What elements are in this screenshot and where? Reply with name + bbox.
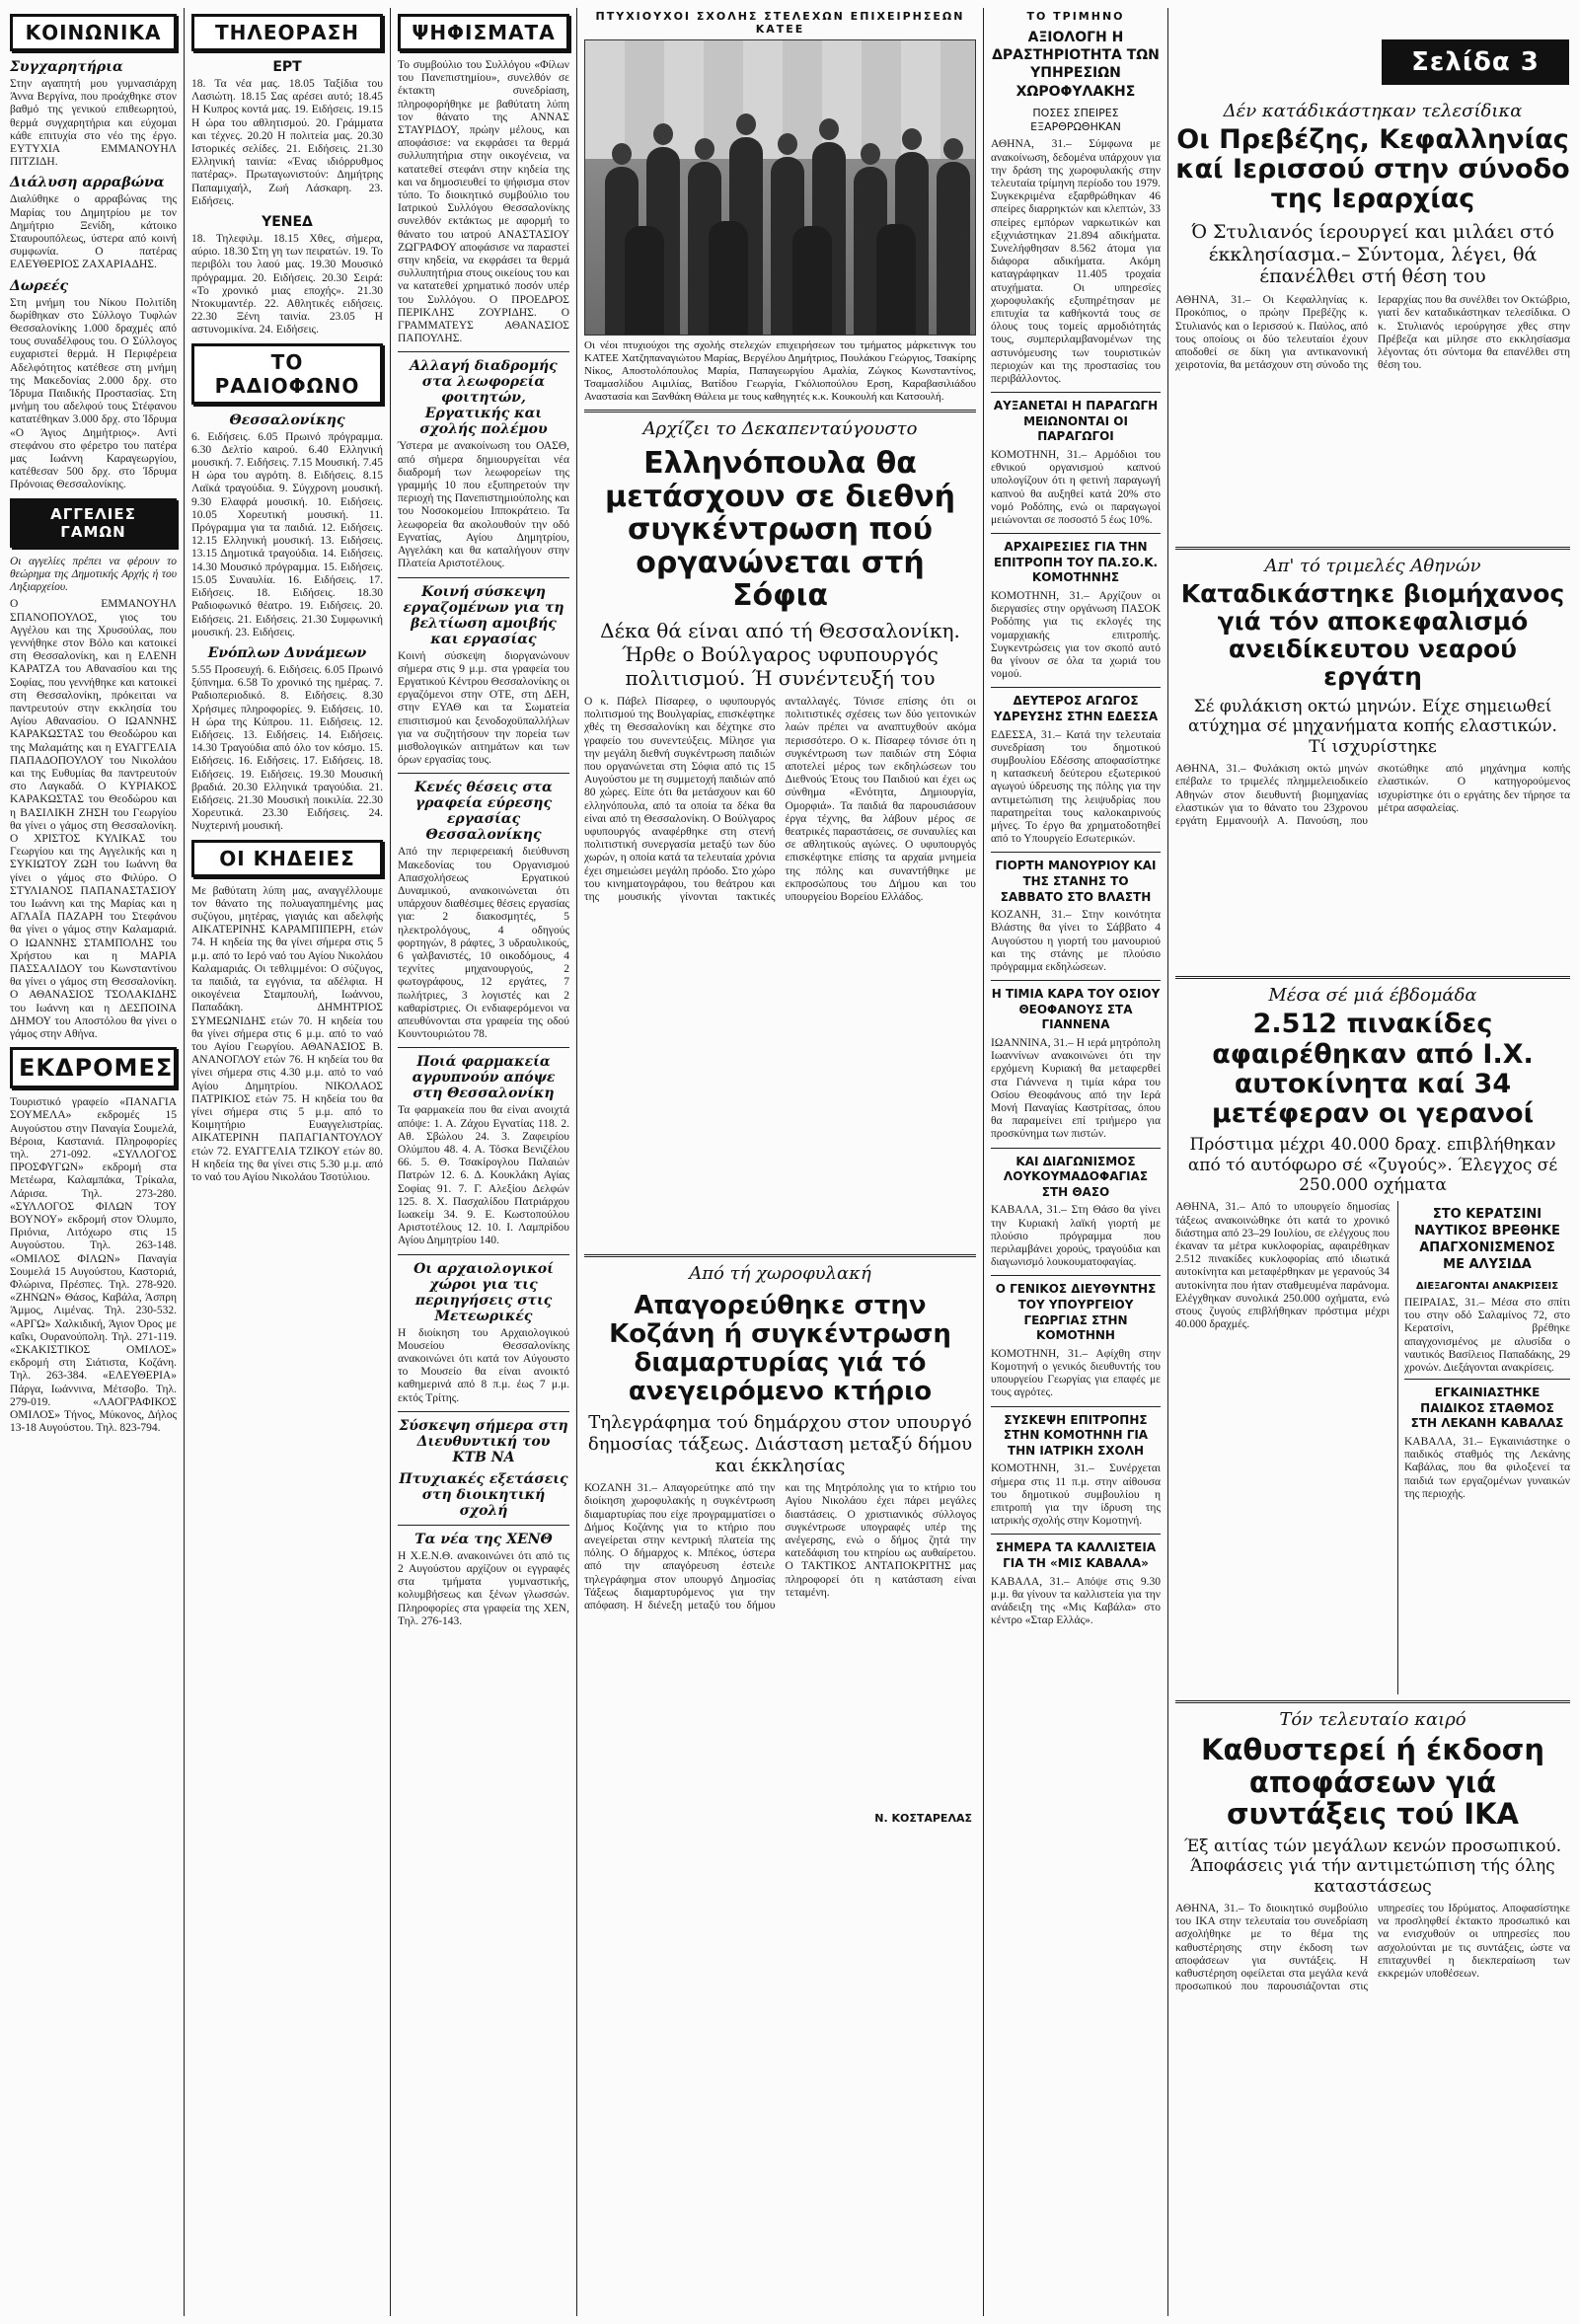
tobacco-text: ΚΟΜΟΤΗΝΗ, 31.– Αρμόδιοι του εθνικού οργανισμού καπνού υπολογίζουν ότι η φετινή παραγωγή καπνού θα αυξηθεί κατά 20% στο νομό Ροδόπης, ενώ οι παραγωγοί μειώνονται σε ποσοστό 5 έως 10%.	[991, 448, 1161, 526]
engagement-text: Διαλύθηκε ο αρραβώνας της Μαρίας του Δημητρίου με τον Δημήτριο Ξενίδη, κάτοικο Σταυρουπόλεως, ύστερα από κοινή συμφωνία. Ο πατέρας ΕΛΕΥΘΕΡΙΟΣ ΖΑΧΑΡΙΑΔΗΣ.	[10, 193, 177, 271]
plates-kicker: Μέσα σέ μιά έβδομάδα	[1268, 985, 1477, 1007]
main-story-text: Ο κ. Πάβελ Πίσαρεφ, ο υφυπουργός πολιτισμού της Βουλγαρίας, επισκέφτηκε χθές τη Θεσσαλονίκη και δέχτηκε στο γραφείο του συνεντεύξεις. Μίλησε για την μεγάλη διεθνή συγκέντρωση παιδιών που οργανώνεται στη Σόφια από τις 15 Αυγούστου με τη συμμετοχή παιδιών από 80 χώρες. Είπε ότι θα μετάσχουν και 60 ελληνόπουλα, από τα οποία τα δέκα θα είναι από τη Θεσσαλονίκη. Ο Βούλγαρος υφυπουργός αναφέρθηκε στη στενή πολιτιστική συνεργασία μεταξύ των δύο χωρών, η οποία κατά τα τελευταία χρόνια έχει σημειώσει μεγάλη πρόοδο. Στο χώρο του κινηματογράφου, του θεάτρου και της μουσικής γίνονται τακτικές ανταλλαγές. Τόνισε επίσης ότι οι πολιτιστικές σχέσεις των δύο γειτονικών λαών πρέπει να αναπτυχθούν ακόμα περισσότερο. Ο κ. Πίσαρεφ τόνισε ότι η συγκέντρωση των παιδιών στη Σόφια αποτελεί μέρος των εκδηλώσεων του Διεθνούς Έτους του Παιδιού και έχει ως σύνθημα «Ενότητα, Δημιουργία, Ομορφιά». Τα παιδιά θα παρουσιάσουν έργα τέχνης, θα λάβουν μέρος σε θεατρικές παραστάσεις, σε συναυλίες και σε αθλητικούς αγώνες. Ο υφυπουργός επισκέφτηκε επίσης τα αρχαία μνημεία της πόλης και συναντήθηκε με εκπροσώπους του Δήμου και του υπουργείου Βορείου Ελλάδος.	[584, 695, 976, 904]
clergy-text: ΑΘΗΝΑ, 31.– Οι Κεφαλληνίας κ. Προκόπιος, ο πρώην Πρεβέζης κ. Στυλιανός και ο Ιερισσού κ. Παύλος, από τους οποίους οι δύο τελευταίοι έχουν αποδοθεί σε δίκη για αντικανονική χειροτονία, θα μετάσχουν στη σύνοδο της Ιεραρχίας που θα συνέλθει τον Οκτώβριο, γιατί δεν καταδικάστηκαν τελεσίδικα. Ο κ. Στυλιανός ιερούργησε χθες στην Πρέβεζα και μίλησε στο εκκλησίασμα λέγοντας ότι σύντομα θα επανέλθει στη θέση του.	[1175, 294, 1570, 372]
trips-text: Τουριστικό γραφείο «ΠΑΝΑΓΙΑ ΣΟΥΜΕΛΑ» εκδρομές 15 Αυγούστου στην Παναγία Σουμελά, Βέροια, Καστανιά. Πληροφορίες τηλ. 271-092. «ΣΥΛΛΟΓΟΣ ΠΡΟΣΦΥΓΩΝ» εκδρομή στα Μετέωρα, Καλαμπάκα, Τρίκαλα, Λάρισα. Τηλ. 273-280. «ΣΥΛΛΟΓΟΣ ΦΙΛΩΝ ΤΟΥ ΒΟΥΝΟΥ» εκδρομή στον Όλυμπο, Πριόνια, Λιτόχωρο στις 15 Αυγούστου. Τηλ. 263-148. «ΟΜΙΛΟΣ ΦΙΛΩΝ» Παναγία Σουμελά 15 Αυγούστου, Καστοριά, Φλώρινα, Πρέσπες. Τηλ. 278-920. «ΖΗΝΩΝ» Θάσος, Καβάλα, Άσπρη Άμμος, Λιμένας. Τηλ. 230-532. «ΑΡΓΩ» Χαλκιδική, Άγιον Όρος με καΐκι, Ουρανούπολη. Τηλ. 271-119. «ΣΚΑΚΙΣΤΙΚΟΣ ΟΜΙΛΟΣ» εκδρομή στη Σιάτιστα, Κοζάνη. Τηλ. 263-384. «ΕΛΕΥΘΕΡΙΑ» Πάργα, Ιωάννινα, Μέτσοβο. Τηλ. 279-019. «ΛΑΟΓΡΑΦΙΚΟΣ ΟΜΙΛΟΣ» Τήνος, Μύκονος, Δήλος 13-18 Αυγούστου. Τηλ. 823-794.	[10, 1096, 177, 1435]
industrialist-deck: Σέ φυλάκιση οκτώ μηνών. Είχε σημειωθεί ατύχημα σέ μηχανήματα κοπής ελαστικών. Τί ισχυρίστηκε	[1188, 697, 1557, 757]
bus-route-heading: Αλλαγή διαδρομής στα λεωφορεία φοιτητών, Εργατικής και σχολής πολέμου	[410, 358, 558, 438]
pasok-heading: ΑΡΧΑΙΡΕΣΙΕΣ ΓΙΑ ΤΗΝ ΕΠΙΤΡΟΠΗ ΤΟΥ ΠΑ.ΣΟ.Κ. ΚΟΜΟΤΗΝΗΣ	[993, 540, 1159, 585]
ika-headline: Καθυστερεί ή έκδοση αποφάσεων γιά συντάξεις τού ΙΚΑ	[1201, 1733, 1544, 1832]
thessaloniki-radio-schedule: 6. Ειδήσεις. 6.05 Πρωινό πρόγραμμα. 6.30 Δελτίο καιρού. 6.40 Ελληνική μουσική. 7. Ειδήσεις. 7.15 Μουσική. 7.45 Η ώρα του αγρότη. 8. Ειδήσεις. 8.15 Λαϊκά τραγούδια. 9. Σύγχρονη μουσική. 9.30 Ελαφρά μουσική. 10. Ειδήσεις. 10.05 Χορευτική μουσική. 11. Πρόγραμμα για τα παιδιά. 12. Ειδήσεις. 12.15 Ελληνική μουσική. 13. Ειδήσεις. 13.15 Δημοτικά τραγούδια. 14. Ειδήσεις. 14.30 Μουσικό πρόγραμμα. 15. Ειδήσεις. 15.05 Συναυλία. 16. Ειδήσεις. 17. Ειδήσεις. 18. Ειδήσεις. 18.30 Ραδιοφωνικό θέατρο. 19. Ειδήσεις. 20. Ειδήσεις. 21. Ειδήσεις. 21.30 Συμφωνική μουσική. 23. Ειδήσεις.	[191, 430, 383, 638]
clergy-headline: Οι Πρεβέζης, Κεφαλληνίας καί Ιερισσού στην σύνοδο της Ιεραρχίας	[1175, 124, 1570, 215]
workers-meeting-text: Κοινή σύσκεψη διοργανώνουν σήμερα στις 9 μ.μ. στα γραφεία του Εργατικού Κέντρου Θεσσαλονίκης οι εργαζόμενοι στην ΟΤΕ, στη ΔΕΗ, στην ΕΥΑΘ και τα Σωματεία επισιτισμού και ξενοδοχοϋπαλλήλων για να συζητήσουν την πορεία των μισθολογικών αιτημάτων και των όρων εργασίας τους.	[398, 649, 569, 767]
donations-heading: Δωρεές	[10, 277, 69, 294]
police-text: ΑΘΗΝΑ, 31.– Σύμφωνα με ανακοίνωση, δεδομένα υπάρχουν για την δράση της χωροφυλακής στην τελευταία τρίμηνη περίοδο του 1979. Συγκεκριμένα εξαρθρώθηκαν 46 σπείρες διαρρηκτών και κλεπτών, 33 σπείρες εμπόρων ναρκωτικών και εξιχνιάστηκαν 21.894 αδικήματα. Συνελήφθησαν 8.562 άτομα για διάφορα αδικήματα. Ακόμη καταγράφηκαν 11.405 τροχαία ατυχήματα. Οι υπηρεσίες χωροφυλακής εξυπηρέτησαν με επιτυχία τα καθήκοντά τους σε όλους τους τομείς αρμοδιότητάς τους, συμπεριλαμβανομένων της αστυνόμευσης των τουριστικών περιοχών και της προστασίας του περιβάλλοντος.	[991, 138, 1161, 385]
vlasti-heading: ΓΙΟΡΤΗ ΜΑΝΟΥΡΙΟΥ ΚΑΙ ΤΗΣ ΣΤΑΝΗΣ ΤΟ ΣΑΒΒΑΤΟ ΣΤΟ ΒΛΑΣΤΗ	[995, 859, 1157, 904]
ert-heading: ΕΡΤ	[272, 59, 302, 75]
trips-title: ΕΚΔΡΟΜΕΣ	[10, 1047, 177, 1088]
thessaloniki-radio-heading: Θεσσαλονίκης	[229, 412, 345, 428]
ika-deck: Έξ αιτίας τών μεγάλων κενών προσωπικού. Άποφάσεις γιά τήν αντιμετώπιση τής όλης καταστάσεως	[1183, 1836, 1562, 1897]
pharmacies-heading: Ποιά φαρμακεία αγρυπνούν απόψε στη Θεσσαλονίκη	[412, 1054, 556, 1102]
top-mid-header: ΤΟ ΤΡΙΜΗΝΟ	[1026, 10, 1125, 23]
social-title: ΚΟΙΝΩΝΙΚΑ	[10, 14, 177, 51]
column-broadcast	[188, 8, 387, 2316]
pasok-text: ΚΟΜΟΤΗΝΗ, 31.– Αρχίζουν οι διεργασίες στην οργάνωση ΠΑΣΟΚ Ροδόπης για τις εκλογές της νομαρχιακής επιτροπής. Συγκεντρώσεις για τον σκοπό αυτό θα γίνουν σε όλα τα χωριά του νομού.	[991, 589, 1161, 681]
ika-text: ΑΘΗΝΑ, 31.– Το διοικητικό συμβούλιο του ΙΚΑ στην τελευταία του συνεδρίαση ασχολήθηκε με το θέμα της καθυστέρησης στην έκδοση των αποφάσεων για συντάξεις. Η καθυστέρηση οφείλεται στα μεγάλα κενά προσωπικού που παρουσιάζονται στις υπηρεσίες του Ιδρύματος. Αποφασίστηκε να προσληφθεί έκτακτο προσωπικό και να ενισχυθούν οι υπηρεσίες που ασχολούνται με τις συντάξεις, ώστε να επιταχυνθεί η διεκπεραίωση των εκκρεμών υποθέσεων.	[1175, 1902, 1570, 1993]
main-headline: Ελληνόπουλα θα μετάσχουν σε διεθνή συγκέντρωση πού οργανώνεται στή Σόφια	[605, 446, 955, 614]
funerals-title: ΟΙ ΚΗΔΕΙΕΣ	[191, 840, 383, 877]
pharmacies-text: Τα φαρμακεία που θα είναι ανοιχτά απόψε: 1. Α. Ζάχου Εγνατίας 118. 2. Αθ. Σβώλου 24. 3. Ζαφειρίου Ολύμπου 48. 4. Α. Τόσκα Βενιζέλου 66. 5. Θ. Τσακίρογλου Παλαιών Πατρών 12. 6. Δ. Κουκλάκη Αγίας Σοφίας 91. 7. Γ. Αλεξίου Δελφών 125. 8. Χ. Πασχαλίδου Πατριάρχου Ιωακείμ 34. 9. Ε. Κωστοπούλου Αριστοτέλους 12. 10. Ι. Λαμπρίδου Αγίου Δημητρίου 140.	[398, 1104, 569, 1247]
weddings-title: ΑΓΓΕΛΙΕΣ ΓΑΜΩΝ	[10, 498, 177, 548]
sailor-heading: ΣΤΟ ΚΕΡΑΤΣΙΝΙ ΝΑΥΤΙΚΟΣ ΒΡΕΘΗΚΕ ΑΠΑΓΧΟΝΙΣΜΕΝΟΣ ΜΕ ΑΛΥΣΙΔΑ	[1414, 1207, 1560, 1273]
kozani-story-text: ΚΟΖΑΝΗ 31.– Απαγορεύτηκε από την διοίκηση χωροφυλακής η συγκέντρωση διαμαρτυρίας που είχε προγραμματίσει ο Δήμος Κοζάνης για το κτήριο που ανεγείρεται στην κεντρική πλατεία της πόλης. Ο δήμαρχος κ. Μπέκος, ύστερα από την απαγόρευση έστειλε τηλεγράφημα στον υπουργό Δημοσίας Τάξεως διαμαρτυρόμενος για την απόφαση. Η διένεξη μεταξύ του δήμου και της Μητρόπολης για το κτήριο του Αγίου Νικολάου έχει πάρει μεγάλες διαστάσεις. Ο χριστιανικός σύλλογος συγκέντρωσε υπογραφές υπέρ της ανέγερσης, ενώ ο δήμος ζητά την κατεδάφιση του κτηρίου ως αυθαίρετου. Ο ΤΑΚΤΙΚΟΣ ΑΝΤΑΠΟΚΡΙΤΗΣ μας πληροφορεί ότι η κατάσταση είναι τεταμένη.	[584, 1482, 976, 1612]
industrialist-kicker: Απ' τό τριμελές Αθηνών	[1264, 556, 1481, 577]
yened-heading: ΥΕΝΕΔ	[262, 214, 313, 231]
workers-meeting-heading: Κοινή σύσκεψη εργαζομένων για τη βελτίωση αμοιβής και εργασίας	[403, 583, 564, 647]
byline: Ν. ΚΟΣΤΑΡΕΛΑΣ	[874, 1812, 972, 1826]
clergy-kicker: Δέν κατάδικάστηκαν τελεσίδικα	[1223, 101, 1523, 121]
clergy-deck: Ό Στυλιανός ίερουργεί και μιλάει στό έκκλησίασμα.– Σύντομα, λέγει, θά έπανέλθει στή θέση του	[1191, 220, 1554, 288]
industrialist-text: ΑΘΗΝΑ, 31.– Φυλάκιση οκτώ μηνών επέβαλε το τριμελές πλημμελειοδικείο Αθηνών στον διευθυντή βιομηχανίας ελαστικών για το θάνατο του 23χρονου εργάτη Εμμανουήλ Α. Πανούση, που σκοτώθηκε από μηχάνημα κοπής ελαστικών. Ο κατηγορούμενος ισχυρίστηκε ότι ο εργάτης δεν τήρησε τα μέτρα ασφαλείας.	[1175, 763, 1570, 828]
museum-text: Η διοίκηση του Αρχαιολογικού Μουσείου Θεσσαλονίκης ανακοινώνει ότι κατά τον Αύγουστο το Μουσείο θα είναι ανοικτό καθημερινά από 8 π.μ. έως 7 μ.μ. εκτός Τρίτης.	[398, 1326, 569, 1404]
page-number-badge: Σελίδα 3	[1382, 39, 1569, 85]
department-heading: Σύσκεψη σήμερα στη Διευθυντική του ΚΤΒ ΝΑ	[399, 1417, 568, 1465]
weddings-note: Οι αγγελίες πρέπει να φέρουν το θεώρημα της Δημοτικής Αρχής ή του Ληξιαρχείου.	[10, 555, 177, 594]
main-kicker: Αρχίζει το Δεκαπενταύγουστο	[642, 418, 918, 439]
police-subheading: ΠΟΣΕΣ ΣΠΕΙΡΕΣ ΕΞΑΡΘΡΩΘΗΚΑΝ	[1030, 106, 1121, 134]
museum-heading: Οι αρχαιολογικοί χώροι για τις περιηγήσεις στις Μετεωρικές	[414, 1260, 554, 1324]
xenth-text: Η Χ.Ε.Ν.Θ. ανακοινώνει ότι από τις 2 Αυγούστου αρχίζουν οι εγγραφές στα τμήματα γυμναστικής, κολυμβήσεως και ξένων γλωσσών. Πληροφορίες στα γραφεία της ΧΕΝ, Τηλ. 276-143.	[398, 1549, 569, 1627]
column-notices	[394, 8, 573, 2316]
resolutions-title: ΨΗΦΙΣΜΑΤΑ	[398, 14, 569, 51]
plates-deck: Πρόστιμα μέχρι 40.000 δραχ. επιβλήθηκαν από τό αυτόφωρο σέ «ζυγούς». Έλεγχος σέ 250.000 οχήματα	[1187, 1135, 1558, 1195]
medical-school-text: ΚΟΜΟΤΗΝΗ, 31.– Συνέρχεται σήμερα στις 11 π.μ. στην αίθουσα του δημοτικού συμβουλίου η επιτροπή για την ίδρυση της ιατρικής σχολής στην Κομοτηνή.	[991, 1462, 1161, 1528]
kozani-deck: Τηλεγράφημα τού δημάρχου στον υπουργό δημοσίας τάξεως. Διάσταση μεταξύ δήμου και έκκλησίας	[587, 1412, 973, 1476]
sailor-text: ΠΕΙΡΑΙΑΣ, 31.– Μέσα στο σπίτι του στην οδό Σαλαμίνος 72, στο Κερατσίνι, βρέθηκε απαγχονισμένος με αλυσίδα ο ναυτικός Βασίλειος Παπαδάκης, 29 χρονών. Διεξάγονται ανακρίσεις.	[1404, 1296, 1570, 1374]
congrats-heading: Συγχαρητήρια	[10, 59, 123, 75]
nursery-heading: ΕΓΚΑΙΝΙΑΣΤΗΚΕ ΠΑΙΔΙΚΟΣ ΣΤΑΘΜΟΣ ΣΤΗ ΛΕΚΑΝΗ ΚΑΒΑΛΑΣ	[1410, 1386, 1564, 1431]
agriculture-heading: Ο ΓΕΝΙΚΟΣ ΔΙΕΥΘΥΝΤΗΣ ΤΟΥ ΥΠΟΥΡΓΕΙΟΥ ΓΕΩΡΓΙΑΣ ΣΤΗΝ ΚΟΜΟΤΗΝΗ	[995, 1282, 1157, 1343]
congrats-text: Στην αγαπητή μου γυμνασιάρχη Άννα Βεργίνα, που προάχθηκε στον βαθμό της γενικού επιθεωρητού, θερμά συγχαρητήρια και εύχομαι κάθε επιτυχία στο νέο της έργο. ΕΥΤΥΧΙΑ ΕΜΜΑΝΟΥΗΛ ΠΙΤΖΙΔΗ.	[10, 78, 177, 169]
side-boxes	[1397, 1201, 1570, 1694]
column-main	[580, 8, 980, 2316]
ika-kicker: Τόν τελευταίο καιρό	[1279, 1709, 1466, 1731]
miss-kavala-text: ΚΑΒΑΛΑ, 31.– Απόψε στις 9.30 μ.μ. θα γίνουν τα καλλιστεία για την ανάδειξη της «Μις Καβάλα» στο κέντρο «Σταρ Ελλάς».	[991, 1575, 1161, 1627]
plates-section	[1175, 1201, 1570, 1694]
plates-text: ΑΘΗΝΑ, 31.– Από το υπουργείο δημοσίας τάξεως ανακοινώθηκε ότι κατά το χρονικό διάστημα από 23–29 Ιουλίου, σε ελέγχους που έκαναν τα μέτρα κυκλοφορίας, αφαιρέθηκαν 2.512 πινακίδες κυκλοφορίας από ιδιωτικά αυτοκίνητα και μεταφέρθηκαν με γερανούς 34 αυτοκίνητα που ήταν σταθμευμένα παράνομα. Ελέγχθηκαν συνολικά 250.000 οχήματα, ενώ στους ζυγούς επιβλήθηκαν πρόστιμα μέχρι 40.000 δραχμές.	[1175, 1201, 1390, 1331]
column-social	[6, 8, 181, 2316]
main-deck: Δέκα θά είναι από τή Θεσσαλονίκη. Ήρθε ο Βούλγαρος υφυπουργός πολιτισμού. Ή συνέντευξή του	[600, 618, 960, 690]
funerals-text: Με βαθύτατη λύπη μας, αναγγέλλουμε τον θάνατο της πολυαγαπημένης μας συζύγου, μητέρας, γιαγιάς και αδελφής ΑΙΚΑΤΕΡΙΝΗΣ ΚΑΡΑΜΠΙΠΕΡΗ, ετών 74. Η κηδεία της θα γίνει σήμερα στις 5 μ.μ. από το Ιερό ναό του Αγίου Νικολάου Καλαμαριάς. Οι τεθλιμμένοι: Ο σύζυγος, τα παιδιά, τα εγγόνια, τα αδέλφια. Η οικογένεια Σταμπουλή, Ιωάννου, Παπαδάκη. ΔΗΜΗΤΡΙΟΣ ΣΥΜΕΩΝΙΔΗΣ ετών 70. Η κηδεία του θα γίνει σήμερα στις 6 μ.μ. από το ναό του Αγίου Γεωργίου. ΑΘΑΝΑΣΙΟΣ Β. ΑΝΑΝΟΓΛΟΥ ετών 76. Η κηδεία του θα γίνει σήμερα στις 4.30 μ.μ. από το ναό Αγίου Δημητρίου. ΝΙΚΟΛΑΟΣ ΠΑΤΡΙΚΙΟΣ ετών 75. Η κηδεία του θα γίνει σήμερα στις 5 μ.μ. από το Κοιμητήριο Ευαγγελιστρίας. ΑΙΚΑΤΕΡΙΝΗ ΠΑΠΑΓΙΑΝΤΟΥΛΟΥ ετών 72. ΕΥΑΓΓΕΛΙΑ ΤΖΙΚΟΥ ετών 80. Η κηδεία της θα γίνει στις 5.30 μ.μ. από το ναό του Αγίου Νικολάου Τσοτύλιου.	[191, 884, 383, 1184]
column-right	[1171, 95, 1574, 2316]
sailor-subheading: ΔΙΕΞΑΓΟΝΤΑΙ ΑΝΑΚΡΙΣΕΙΣ	[1415, 1280, 1559, 1292]
kozani-headline: Απαγορεύθηκε στην Κοζάνη ή συγκέντρωση διαμαρτυρίας γιά τό ανεγειρόμενο κτήριο	[609, 1290, 951, 1407]
column-rule	[1167, 8, 1168, 2316]
engagement-heading: Διάλυση αρραβώνα	[10, 175, 165, 191]
yened-schedule: 18. Τηλεφιλμ. 18.15 Χθες, σήμερα, αύριο. 18.30 Στη γη των πειρατών. 19. Το περιβόλι του λαού μας. 19.30 Μουσικό πρόγραμμα. 20. Ειδήσεις. 20.30 Σειρά: «Το χρονικό μιας εποχής». 21.30 Ντοκυμαντέρ. 22. Αθλητικές ειδήσεις. 22.30 Ξένη ταινία. 23.05 Η αστυνομικίνα. 24. Ειδήσεις.	[191, 233, 383, 337]
edessa-text: ΕΔΕΣΣΑ, 31.– Κατά την τελευταία συνεδρίαση του δημοτικού συμβουλίου Εδέσσης αποφασίστηκε η κατασκευή δεύτερου εξωτερικού αγωγού ύδρευσης της πόλης για την αντιμετώπιση της λειψυδρίας που παρατηρείται τους καλοκαιρινούς μήνες. Το έργο θα χρηματοδοτηθεί από το Υπουργείο Εσωτερικών.	[991, 728, 1161, 846]
tv-title: ΤΗΛΕΟΡΑΣΗ	[191, 14, 383, 51]
column-regional	[987, 8, 1165, 2316]
column-rule	[390, 8, 391, 2316]
column-rule	[184, 8, 185, 2316]
plates-headline: 2.512 πινακίδες αφαιρέθηκαν από Ι.Χ. αυτοκίνητα καί 34 μετέφεραν οι γερανοί	[1211, 1009, 1535, 1129]
agriculture-text: ΚΟΜΟΤΗΝΗ, 31.– Αφίχθη στην Κομοτηνή ο γενικός διευθυντής του υπουργείου Γεωργίας για επαφές με τους αγρότες.	[991, 1347, 1161, 1399]
vlasti-text: ΚΟΖΑΝΗ, 31.– Στην κοινότητα Βλάστης θα γίνει το Σάββατο 4 Αυγούστου η γιορτή του μανουριού και της στάνης με πλούσιο πρόγραμμα εκδηλώσεων.	[991, 909, 1161, 974]
armed-forces-radio-schedule: 5.55 Προσευχή. 6. Ειδήσεις. 6.05 Πρωινό ξύπνημα. 6.58 Το χρονικό της ημέρας. 7. Ραδιοπεριοδικό. 8. Ειδήσεις. 8.30 Χρήσιμες πληροφορίες. 9. Ειδήσεις. 10. Η ώρα της Κύπρου. 11. Ειδήσεις. 12. Ειδήσεις. 13. Ειδήσεις. 14. Ειδήσεις. 14.30 Τραγούδια από όλο τον κόσμο. 15. Ειδήσεις. 16. Ειδήσεις. 17. Ειδήσεις. 18. Ειδήσεις. 19. Ειδήσεις. 19.30 Μουσική βραδιά. 20.30 Ελληνικά τραγούδια. 21. Ειδήσεις. 21.30 Μουσική ποικιλία. 22.30 Χορευτικά. 23.30 Ειδήσεις. 24. Νυχτερινή μουσική.	[191, 663, 383, 833]
jobs-text: Από την περιφερειακή διεύθυνση Μακεδονίας του Οργανισμού Απασχολήσεως Εργατικού Δυναμικού, ανακοινώνεται ότι υπάρχουν διαθέσιμες θέσεις εργασίας για: 2 διακοσμητές, 5 ηλεκτρολόγους, 4 οδηγούς φορτηγών, 8 ράφτες, 3 υδραυλικούς, 6 γαλβανιστές, 10 οικοδόμους, 4 τεχνίτες μηχανουργούς, 2 φωτογράφους, 12 εργάτες, 7 πωλήτριες, 3 λογιστές και 2 καθαρίστριες. Οι ενδιαφερόμενοι να απευθύνονται στα γραφεία της οδού Κουντουριώτου 78.	[398, 846, 569, 1041]
donations-text: Στη μνήμη του Νίκου Πολιτίδη δωρίθηκαν στο Σύλλογο Τυφλών Θεσσαλονίκης 1.000 δραχμές από τους συναδέλφους του. Ο Σύλλογος ευχαριστεί θερμά. Η Περιφέρεια Αδελφότητος κατέθεσε στη μνήμη της Μακεδονίας 2.000 δρχ. στο Ίδρυμα Παιδικής Προστασίας. Στη μνήμη του αδελφού τους Στέφανου κατατέθηκαν 3.000 δρχ. στο Ίδρυμα «Ο Άγιος Δημήτριος». Αντί στεφάνου στο φέρετρο του πατέρα μας Ιωάννη Καραγεωργίου, κατέθεσαν 500 δρχ. στο Ίδρυμα Πρόνοιας Θεσσαλονίκης.	[10, 296, 177, 491]
nursery-text: ΚΑΒΑΛΑ, 31.– Εγκαινιάστηκε ο παιδικός σταθμός της Λεκάνης Καβάλας, που θα φιλοξενεί τα παιδιά των εργαζομένων γυναικών της περιοχής.	[1404, 1435, 1570, 1500]
ert-schedule: 18. Τα νέα μας. 18.05 Ταξίδια του Λασιώτη. 18.15 Σας αρέσει αυτό; 18.45 Η Κυπρος κοντά μας. 19. Ειδήσεις. 19.15 Η ώρα του αθλητισμού. 20. Γράμματα και τέχνες. 20.20 Η πολιτεία μας. 20.30 Ιστορικές σελίδες. 21. Ειδήσεις. 21.30 Ελληνική ταινία: «Ένας ιδιόρρυθμος πατέρας». Πρωταγωνιστούν: Δημήτρης Παπαμιχαήλ, Ζωή Λάσκαρη. 23. Ειδήσεις.	[191, 78, 383, 207]
photo-header: ΠΤΥΧΙΟΥΧΟΙ ΣΧΟΛΗΣ ΣΤΕΛΕΧΩΝ ΕΠΙΧΕΙΡΗΣΕΩΝ ΚΑΤΕΕ	[595, 10, 965, 36]
radio-title: ΤΟ ΡΑΔΙΟΦΩΝΟ	[191, 343, 383, 405]
medical-school-heading: ΣΥΣΚΕΨΗ ΕΠΙΤΡΟΠΗΣ ΣΤΗΝ ΚΟΜΟΤΗΝΗ ΓΙΑ ΤΗΝ ΙΑΤΡΙΚΗ ΣΧΟΛΗ	[1003, 1412, 1149, 1458]
kozani-kicker: Από τή χωροφυλακή	[689, 1262, 871, 1284]
xenth-heading: Τα νέα της ΧΕΝΘ	[414, 1531, 553, 1547]
thasos-text: ΚΑΒΑΛΑ, 31.– Στη Θάσο θα γίνει την Κυριακή λαϊκή γιορτή με πλούσιο πρόγραμμα που περιλαμβάνει χορούς, τραγούδια και διαγωνισμό λουκουματοφαγίας.	[991, 1204, 1161, 1269]
column-rule	[576, 8, 577, 2316]
edessa-heading: ΔΕΥΤΕΡΟΣ ΑΓΩΓΟΣ ΥΔΡΕΥΣΗΣ ΣΤΗΝ ΕΔΕΣΣΑ	[993, 694, 1159, 723]
bus-route-text: Ύστερα με ανακοίνωση του ΟΑΣΘ, από σήμερα δημιουργείται νέα διαδρομή των λεωφορείων της γραμμής 10 που εξυπηρετούν την περιοχή της Πανεπιστημιούπολης και του Νοσοκομείου Ιπποκράτειο. Τα λεωφορεία θα ακολουθούν την οδό Εγνατίας, Αγίου Δημητρίου, Αγγελάκη και θα καταλήγουν στην Πλατεία Αριστοτέλους.	[398, 440, 569, 570]
graduates-photo	[584, 39, 976, 336]
ioannina-heading: Η ΤΙΜΙΑ ΚΑΡΑ ΤΟΥ ΟΣΙΟΥ ΘΕΟΦΑΝΟΥΣ ΣΤΑ ΓΙΑΝΝΕΝΑ	[991, 987, 1161, 1032]
tobacco-heading: ΑΥΞΑΝΕΤΑΙ Η ΠΑΡΑΓΩΓΗ ΜΕΙΩΝΟΝΤΑΙ ΟΙ ΠΑΡΑΓΩΓΟΙ	[993, 399, 1159, 444]
resolutions-text: Το συμβούλιο του Συλλόγου «Φίλων του Πανεπιστημίου», συνελθόν σε έκτακτη συνεδρίαση, πληροφορήθηκε με βαθύτατη λύπη τον θάνατο της ΑΝΝΑΣ ΣΤΑΥΡΙΔΟΥ, πρώην μέλους, και αποφάσισε: να εκφράσει τα θερμά συλλυπητήρια στην οικογένεια, να κατατεθεί στεφάνι στην κηδεία της και να δημοσιευθεί το ψήφισμα στον τύπο. Το διοικητικό συμβούλιο του Ιατρικού Συλλόγου Θεσσαλονίκης συνελθόν εκτάκτως με αφορμή το θάνατο του ιατρού ΑΝΑΣΤΑΣΙΟΥ ΖΩΓΡΑΦΟΥ αποφάσισε να παραστεί στην κηδεία, να εκφράσει τα θερμά συλλυπητήρια στους οικείους του και να κατατεθεί χρηματικό ποσόν υπέρ του Συλλόγου. Ο ΠΡΟΕΔΡΟΣ ΠΕΡΙΚΛΗΣ ΖΟΥΡΙΔΗΣ. Ο ΓΡΑΜΜΑΤΕΥΣ ΑΘΑΝΑΣΙΟΣ ΠΑΠΟΥΛΗΣ.	[398, 59, 569, 345]
exam-heading: Πτυχιακές εξετάσεις στη διοικητική σχολή	[399, 1470, 568, 1519]
column-rule	[983, 8, 984, 2316]
weddings-text: Ο ΕΜΜΑΝΟΥΗΛ ΣΠΑΝΟΠΟΥΛΟΣ, γιος του Αγγέλου και της Χρυσούλας, που γεννήθηκε στον Βόλο και κατοικεί στη Θεσσαλονίκη, και η ΕΛΕΝΗ ΚΑΡΑΤΖΑ του Αθανασίου και της Σοφίας, που γεννήθηκε και κατοικεί στη Θεσσαλονίκη, πρόκειται να παντρευτούν στην εκκλησία του Αγίου Αθανασίου. Ο ΙΩΑΝΝΗΣ ΚΑΡΑΚΩΣΤΑΣ του Θεοδώρου και της Μαλαμάτης και η ΕΥΑΓΓΕΛΙΑ ΠΑΠΑΔΟΠΟΥΛΟΥ του Νικολάου και της Ευθυμίας θα παντρευτούν στο Λαγκαδά. Ο ΚΥΡΙΑΚΟΣ ΚΑΡΑΚΩΣΤΑΣ του Θεοδώρου και η ΒΑΣΙΛΙΚΗ ΖΗΣΗ του Γεωργίου θα γίνει ο γάμος στη Θεσσαλονίκη. Ο ΧΡΙΣΤΟΣ ΚΥΛΙΚΑΣ του Γεωργίου και της Αγγελικής και η ΣΥΚΙΩΤΟΥ ΖΩΗ του Ιωάννη θα γίνει ο γάμος στο Φιλύρο. Ο ΣΤΥΛΙΑΝΟΣ ΠΑΠΑΝΑΣΤΑΣΙΟΥ του Ιωάννη και της Μαρίας και η ΑΓΛΑΪΑ ΠΑΖΑΡΗ του Στεφάνου θα γίνει ο γάμος στην Καλαμαριά. Ο ΙΩΑΝΝΗΣ ΣΤΑΜΠΟΛΗΣ του Χρήστου και η ΜΑΡΙΑ ΠΑΣΣΑΛΙΔΟΥ του Κωνσταντίνου θα γίνει ο γάμος στη Θεσσαλονίκη. Ο ΑΘΑΝΑΣΙΟΣ ΤΣΟΛΑΚΙΔΗΣ του Ιωάννη και η ΔΕΣΠΟΙΝΑ ΔΗΜΟΥ του Αποστόλου θα γίνει ο γάμος στην Αθήνα.	[10, 598, 177, 1040]
jobs-heading: Κενές θέσεις στα γραφεία εύρεσης εργασίας Θεσσαλονίκης	[414, 780, 553, 844]
miss-kavala-heading: ΣΗΜΕΡΑ ΤΑ ΚΑΛΛΙΣΤΕΙΑ ΓΙΑ ΤΗ «ΜΙΣ ΚΑΒΑΛΑ»	[995, 1540, 1157, 1570]
industrialist-headline: Καταδικάστηκε βιομήχανος γιά τόν αποκεφαλισμό ανειδίκευτου νεαρού εργάτη	[1180, 579, 1565, 692]
police-heading: ΑΞΙΟΛΟΓΗ Η ΔΡΑΣΤΗΡΙΟΤΗΤΑ ΤΩΝ ΥΠΗΡΕΣΙΩΝ ΧΩΡΟΦΥΛΑΚΗΣ	[992, 30, 1160, 100]
armed-forces-radio-heading: Ενόπλων Δυνάμεων	[207, 644, 367, 661]
photo-caption: Οι νέοι πτυχιούχοι της σχολής στελεχών επιχειρήσεων του τμήματος μάρκετινγκ του ΚΑΤΕΕ Χατζηπαναγιώτου Μαρίας, Βεργέλου Δημήτριος, Πουλάκου Γεώργιος, Τσακίρης Νίκος, Αποστολόπουλος Μαρία, Παπαγεωργίου Αμαλία, Ζώγκος Κωνσταντίνος, Τσαμασλίδου Αιμιλίας, Βατίδου Γεωργία, Γκόλιοπούλου Ερση, Καραβασιλιάδου Αναστασία και Ξανθάκη Θάλεια με τους καθηγητές κ.κ. Κουκουλή και Κατσουλή.	[584, 339, 976, 403]
ioannina-text: ΙΩΑΝΝΙΝΑ, 31.– Η ιερά μητρόπολη Ιωαννίνων ανακοινώνει ότι την ερχόμενη Κυριακή θα μεταφερθεί στα Γιάννενα η τιμία κάρα του Οσίου Θεοφάνους από την Ιερά Μονή Παναγίας Καστρίτσας, όπου θα παραμείνει επί τριήμερο για προσκύνημα των πιστών.	[991, 1037, 1161, 1141]
thasos-heading: ΚΑΙ ΔΙΑΓΩΝΙΣΜΟΣ ΛΟΥΚΟΥΜΑΔΟΦΑΓΙΑΣ ΣΤΗ ΘΑΣΟ	[1003, 1154, 1149, 1199]
